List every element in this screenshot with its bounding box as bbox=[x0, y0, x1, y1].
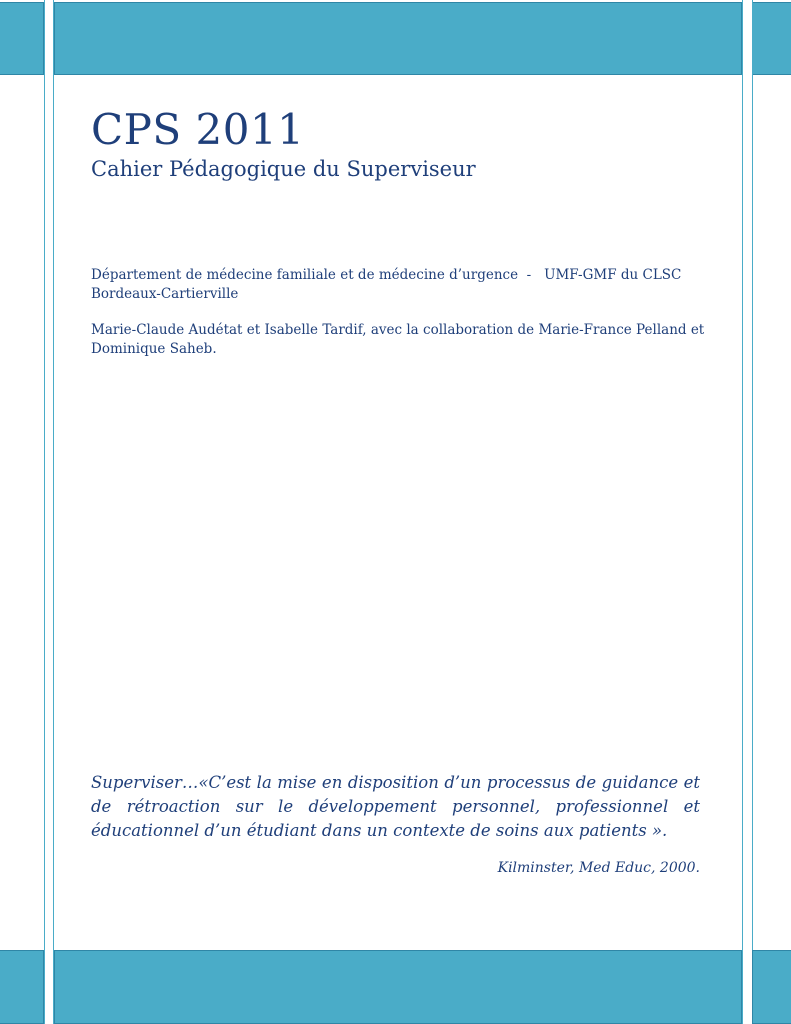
department-line: Département de médecine familiale et de médecine d’urgence - UMF-GMF du CLSC bbox=[91, 267, 682, 283]
right-outer-rule bbox=[752, 0, 753, 1024]
document-subtitle: Cahier Pédagogique du Superviseur bbox=[91, 157, 476, 181]
footer-band-right bbox=[752, 950, 791, 1024]
right-inner-rule bbox=[742, 0, 743, 1024]
quote: Superviser…«C’est la mise en disposition d’un processus de guidance et de rétroaction sur le développement personnel, professionnel et éducationnel d’un étudiant dans un contexte de soins aux patients ». bbox=[91, 773, 700, 840]
department-line: Bordeaux-Cartierville bbox=[91, 286, 239, 302]
authors-line: Marie-Claude Audétat et Isabelle Tardif, avec la collaboration de Marie-France Pelland et bbox=[91, 322, 705, 338]
document-title: CPS 2011 bbox=[91, 105, 305, 154]
header-band-right bbox=[752, 2, 791, 75]
authors-line: Dominique Saheb. bbox=[91, 341, 217, 357]
header-band bbox=[54, 2, 742, 75]
left-inner-rule bbox=[53, 0, 54, 1024]
department-block bbox=[91, 266, 700, 304]
authors-block bbox=[91, 321, 705, 359]
left-outer-rule bbox=[44, 0, 45, 1024]
quote-citation: Kilminster, Med Educ, 2000. bbox=[497, 860, 700, 876]
footer-band bbox=[54, 950, 742, 1024]
header-band-left bbox=[0, 2, 44, 75]
footer-band-left bbox=[0, 950, 44, 1024]
